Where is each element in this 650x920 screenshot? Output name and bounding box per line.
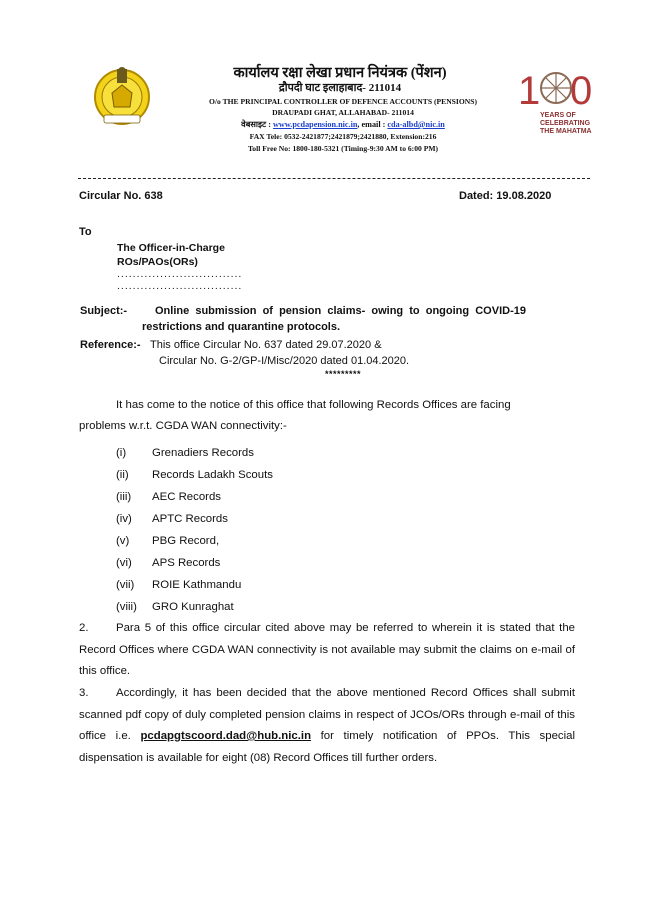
- logo-text-1: YEARS OF: [540, 112, 576, 119]
- logo-text-3: THE MAHATMA: [540, 128, 592, 135]
- coordination-email-link[interactable]: pcdapgtscoord.dad@hub.nic.in: [140, 730, 312, 742]
- paragraph-number: 2.: [79, 622, 89, 634]
- list-item-number: (iii): [116, 491, 132, 503]
- subject-text: restrictions and quarantine protocols.: [142, 321, 341, 333]
- subject-label: Subject:-: [80, 305, 128, 317]
- paragraph-3: [79, 683, 575, 769]
- list-item-number: (v): [116, 535, 130, 547]
- svg-text:1: 1: [518, 69, 541, 113]
- paragraph-number: 3.: [79, 687, 89, 699]
- list-item-number: (vii): [116, 579, 135, 591]
- circular-number: Circular No. 638: [79, 190, 163, 202]
- header-english-address: DRAUPADI GHAT, ALLAHABAD- 211014: [272, 108, 414, 117]
- header-hindi-address: द्रौपदी घाट इलाहाबाद- 211014: [278, 82, 402, 94]
- gandhi-150-years-logo: [518, 64, 602, 136]
- header-hindi-office-name: कार्यालय रक्षा लेखा प्रधान नियंत्रक (पेंशन): [233, 65, 447, 81]
- addressee-dotted-line: ................................: [117, 268, 243, 280]
- list-item-number: (vi): [116, 557, 132, 569]
- list-item: PBG Record,: [152, 535, 220, 547]
- svg-text:0: 0: [570, 69, 593, 113]
- reference-label: Reference:-: [80, 339, 141, 351]
- list-item: ROIE Kathmandu: [152, 579, 242, 591]
- dad-emblem-logo: [90, 63, 154, 127]
- addressee-line: ROs/PAOs(ORs): [117, 256, 198, 268]
- paragraph-1-line: problems w.r.t. CGDA WAN connectivity:-: [79, 420, 287, 432]
- to-label: To: [79, 226, 92, 238]
- list-item: AEC Records: [152, 491, 222, 503]
- list-item: GRO Kunraghat: [152, 601, 234, 613]
- addressee-dotted-line: ................................: [117, 280, 243, 292]
- list-item-number: (iv): [116, 513, 132, 525]
- list-item-number: (viii): [116, 601, 137, 613]
- list-item: Grenadiers Records: [152, 447, 254, 459]
- list-item: APS Records: [152, 557, 221, 569]
- header-english-office-name: O/o THE PRINCIPAL CONTROLLER OF DEFENCE ACCOUNTS (PENSIONS): [209, 97, 477, 106]
- logo-text-2: CELEBRATING: [540, 120, 591, 127]
- list-item-number: (i): [116, 447, 127, 459]
- email-label: , email :: [357, 120, 388, 129]
- header-contact-line: [168, 119, 518, 130]
- header-fax-line: FAX Tele: 0532-2421877;2421879;2421880, Extension:216: [249, 132, 437, 141]
- list-item: APTC Records: [152, 513, 228, 525]
- paragraph-3-text: for timely notification of PPOs. This special dispensation is available for eight (08) Record Offices till further orders.: [79, 730, 575, 764]
- list-item-number: (ii): [116, 469, 129, 481]
- paragraph-2-text: Para 5 of this office circular cited above may be referred to wherein it is stated that the Record Offices where CGDA WAN connectivity is not available may submit the claims on e-mail of this office.: [79, 622, 575, 677]
- header-divider: [78, 178, 590, 179]
- separator-stars: *********: [325, 369, 362, 379]
- header-toll-free-line: Toll Free No: 1800-180-5321 (Timing-9:30 AM to 6:00 PM): [247, 144, 439, 153]
- website-label: वेबसाइट :: [241, 120, 273, 129]
- reference-text: Circular No. G-2/GP-I/Misc/2020 dated 01.04.2020.: [159, 355, 410, 367]
- addressee-line: The Officer-in-Charge: [117, 242, 225, 254]
- reference-text: This office Circular No. 637 dated 29.07.2020 &: [150, 339, 382, 351]
- subject-text: Online submission of pension claims- owing to ongoing COVID-19: [155, 305, 526, 317]
- paragraph-3-text: Accordingly, it has been decided that the above mentioned Record Offices shall submit scanned pdf copy of duly completed pension claims in respect of JCOs/ORs through e-mail of this office i.e.: [79, 687, 575, 742]
- paragraph-1-line: It has come to the notice of this office that following Records Offices are facing: [116, 399, 511, 411]
- email-link[interactable]: cda-albd@nic.in: [387, 120, 445, 129]
- paragraph-2: [79, 618, 575, 683]
- list-item: Records Ladakh Scouts: [152, 469, 273, 481]
- circular-date: Dated: 19.08.2020: [459, 190, 552, 202]
- website-link[interactable]: www.pcdapension.nic.in: [273, 120, 358, 129]
